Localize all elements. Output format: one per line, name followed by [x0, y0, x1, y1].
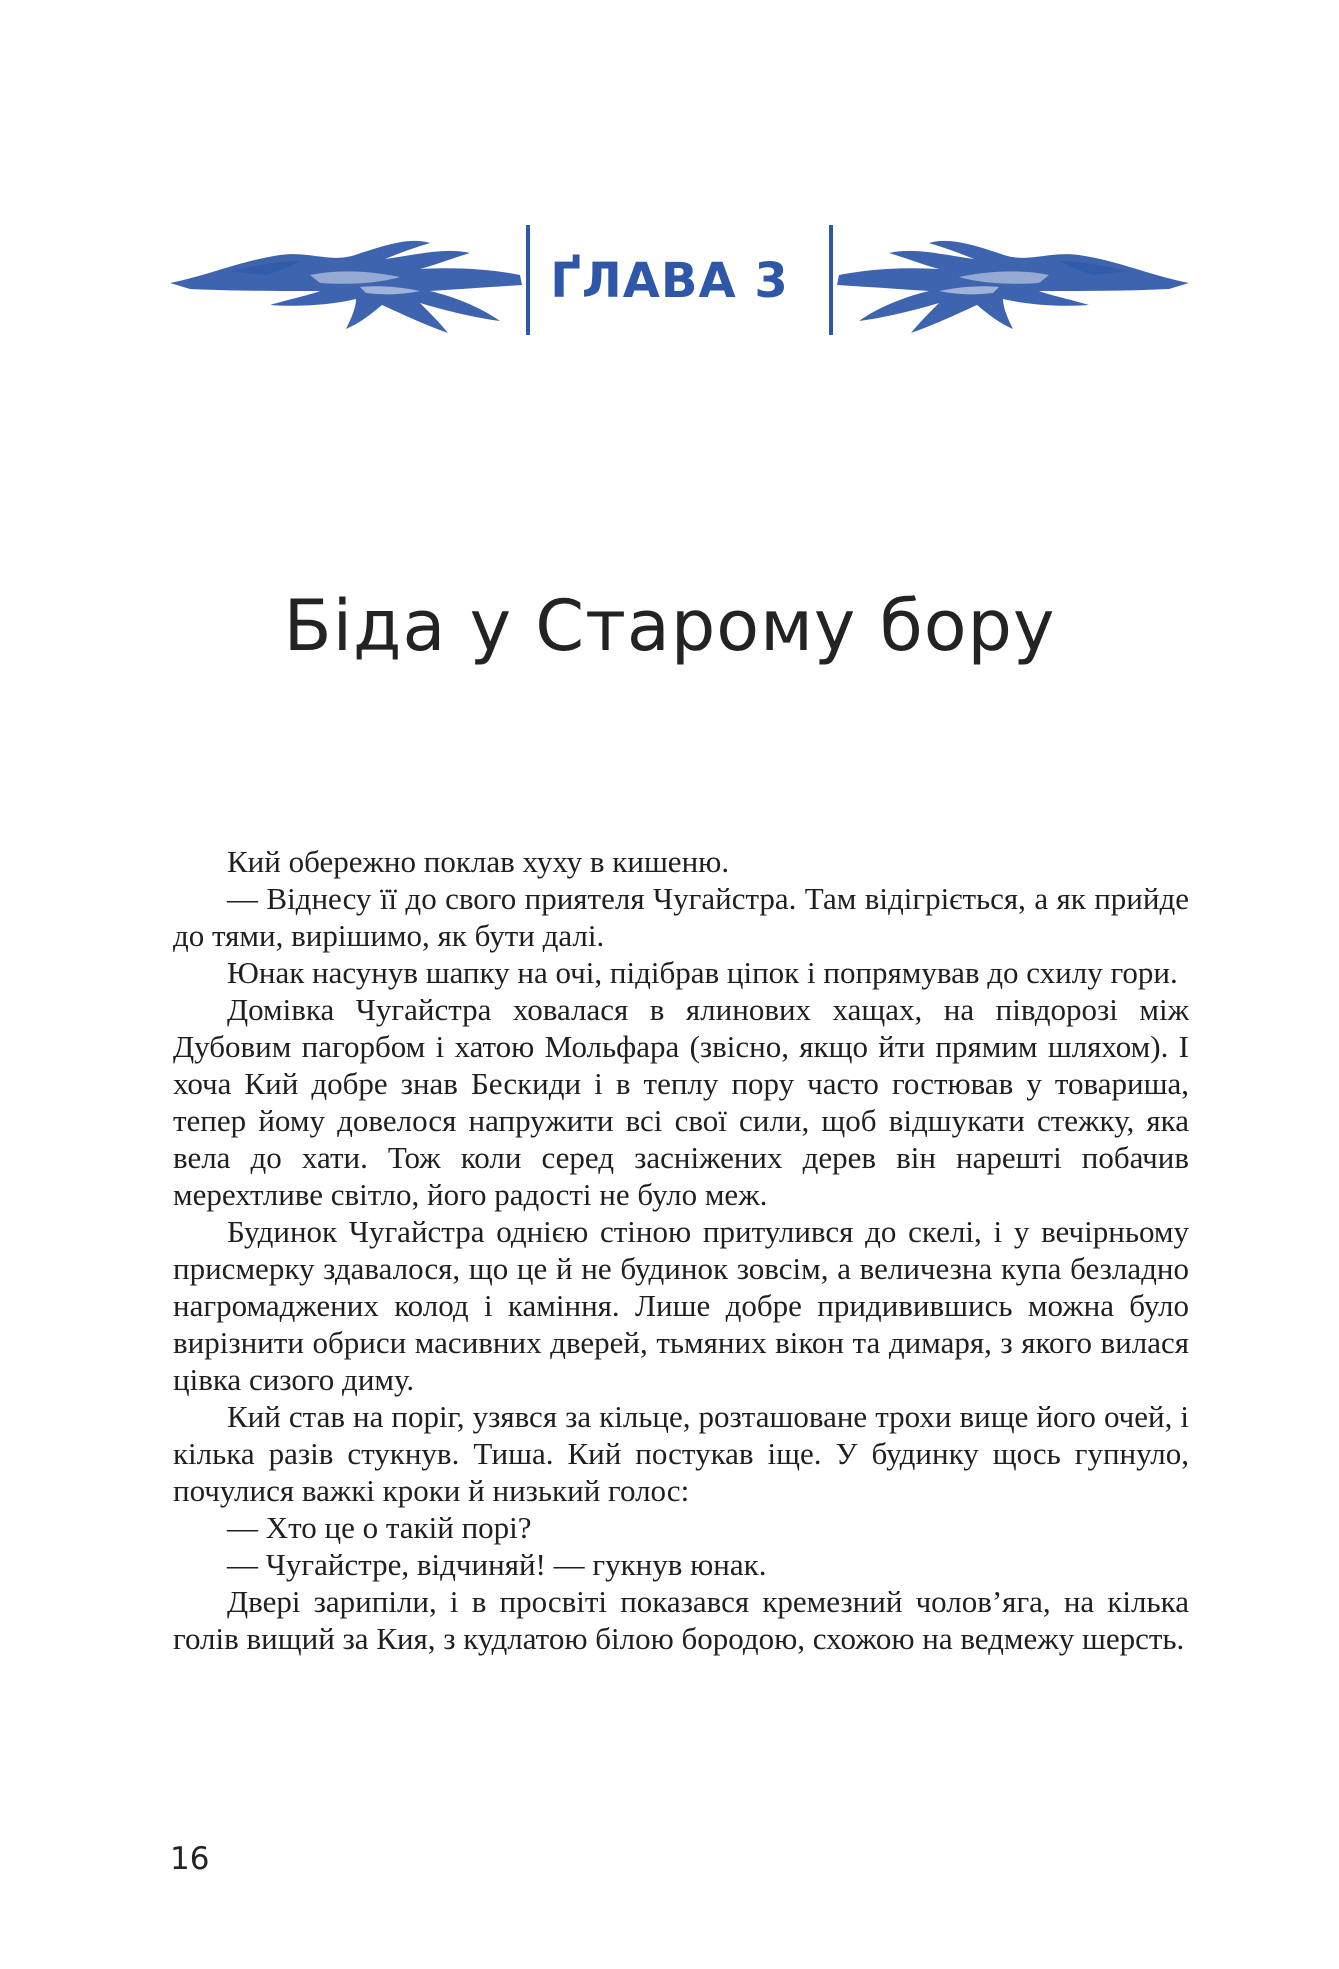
chapter-title: Біда у Старому бору — [283, 585, 1056, 667]
brush-stroke-ornament-right-icon — [829, 225, 1189, 335]
page-number: 16 — [170, 1841, 210, 1877]
paragraph: Кий став на поріг, узявся за кільце, розташоване трохи вище його очей, і кілька разів стукнув. Тиша. Кий постукав іще. У будинку щось гупнуло, почулися важкі кроки й низький голос: — [173, 1399, 1189, 1508]
paragraph: Домівка Чугайстра ховалася в ялинових хащах, на півдорозі між Дубовим пагорбом і хатою Мольфара (звісно, якщо йти прямим шляхом). І хоча Кий добре знав Бескиди і в теплу пору часто гостював у товариша, тепер йому довелося напружити всі свої сили, щоб відшукати стежку, яка вела до хати. Тож коли серед засніжених дерев він нарешті побачив мерехтливе світло, його радості не було меж. — [173, 992, 1189, 1212]
brush-stroke-ornament-left-icon — [170, 225, 530, 335]
chapter-body — [173, 843, 1189, 1657]
paragraph: — Чугайстре, відчиняй! — гукнув юнак. — [227, 1547, 767, 1582]
chapter-header — [0, 225, 1339, 335]
paragraph: — Віднесу її до свого приятеля Чугайстра. Там відігріється, а як прийде до тями, вирішимо, як бути далі. — [173, 881, 1189, 953]
chapter-label: ҐЛАВА 3 — [550, 253, 789, 309]
paragraph: Двері зарипіли, і в просвіті показався кремезний чолов’яга, на кілька голів вищий за Кия, з кудлатою білою бородою, схожою на ведмежу шерсть. — [173, 1584, 1189, 1656]
paragraph: Будинок Чугайстра однією стіною притулився до скелі, і у вечірньому присмерку здавалося, що це й не будинок зовсім, а величезна купа безладно нагромаджених колод і каміння. Лише добре придивившись можна було вирізнити обриси масивних дверей, тьмяних вікон та димаря, з якого вилася цівка сизого диму. — [173, 1214, 1189, 1397]
paragraph: Кий обережно поклав хуху в кишеню. — [227, 844, 730, 879]
paragraph: Юнак насунув шапку на очі, підібрав ціпок і попрямував до схилу гори. — [227, 955, 1178, 990]
paragraph: — Хто це о такій порі? — [227, 1510, 532, 1545]
